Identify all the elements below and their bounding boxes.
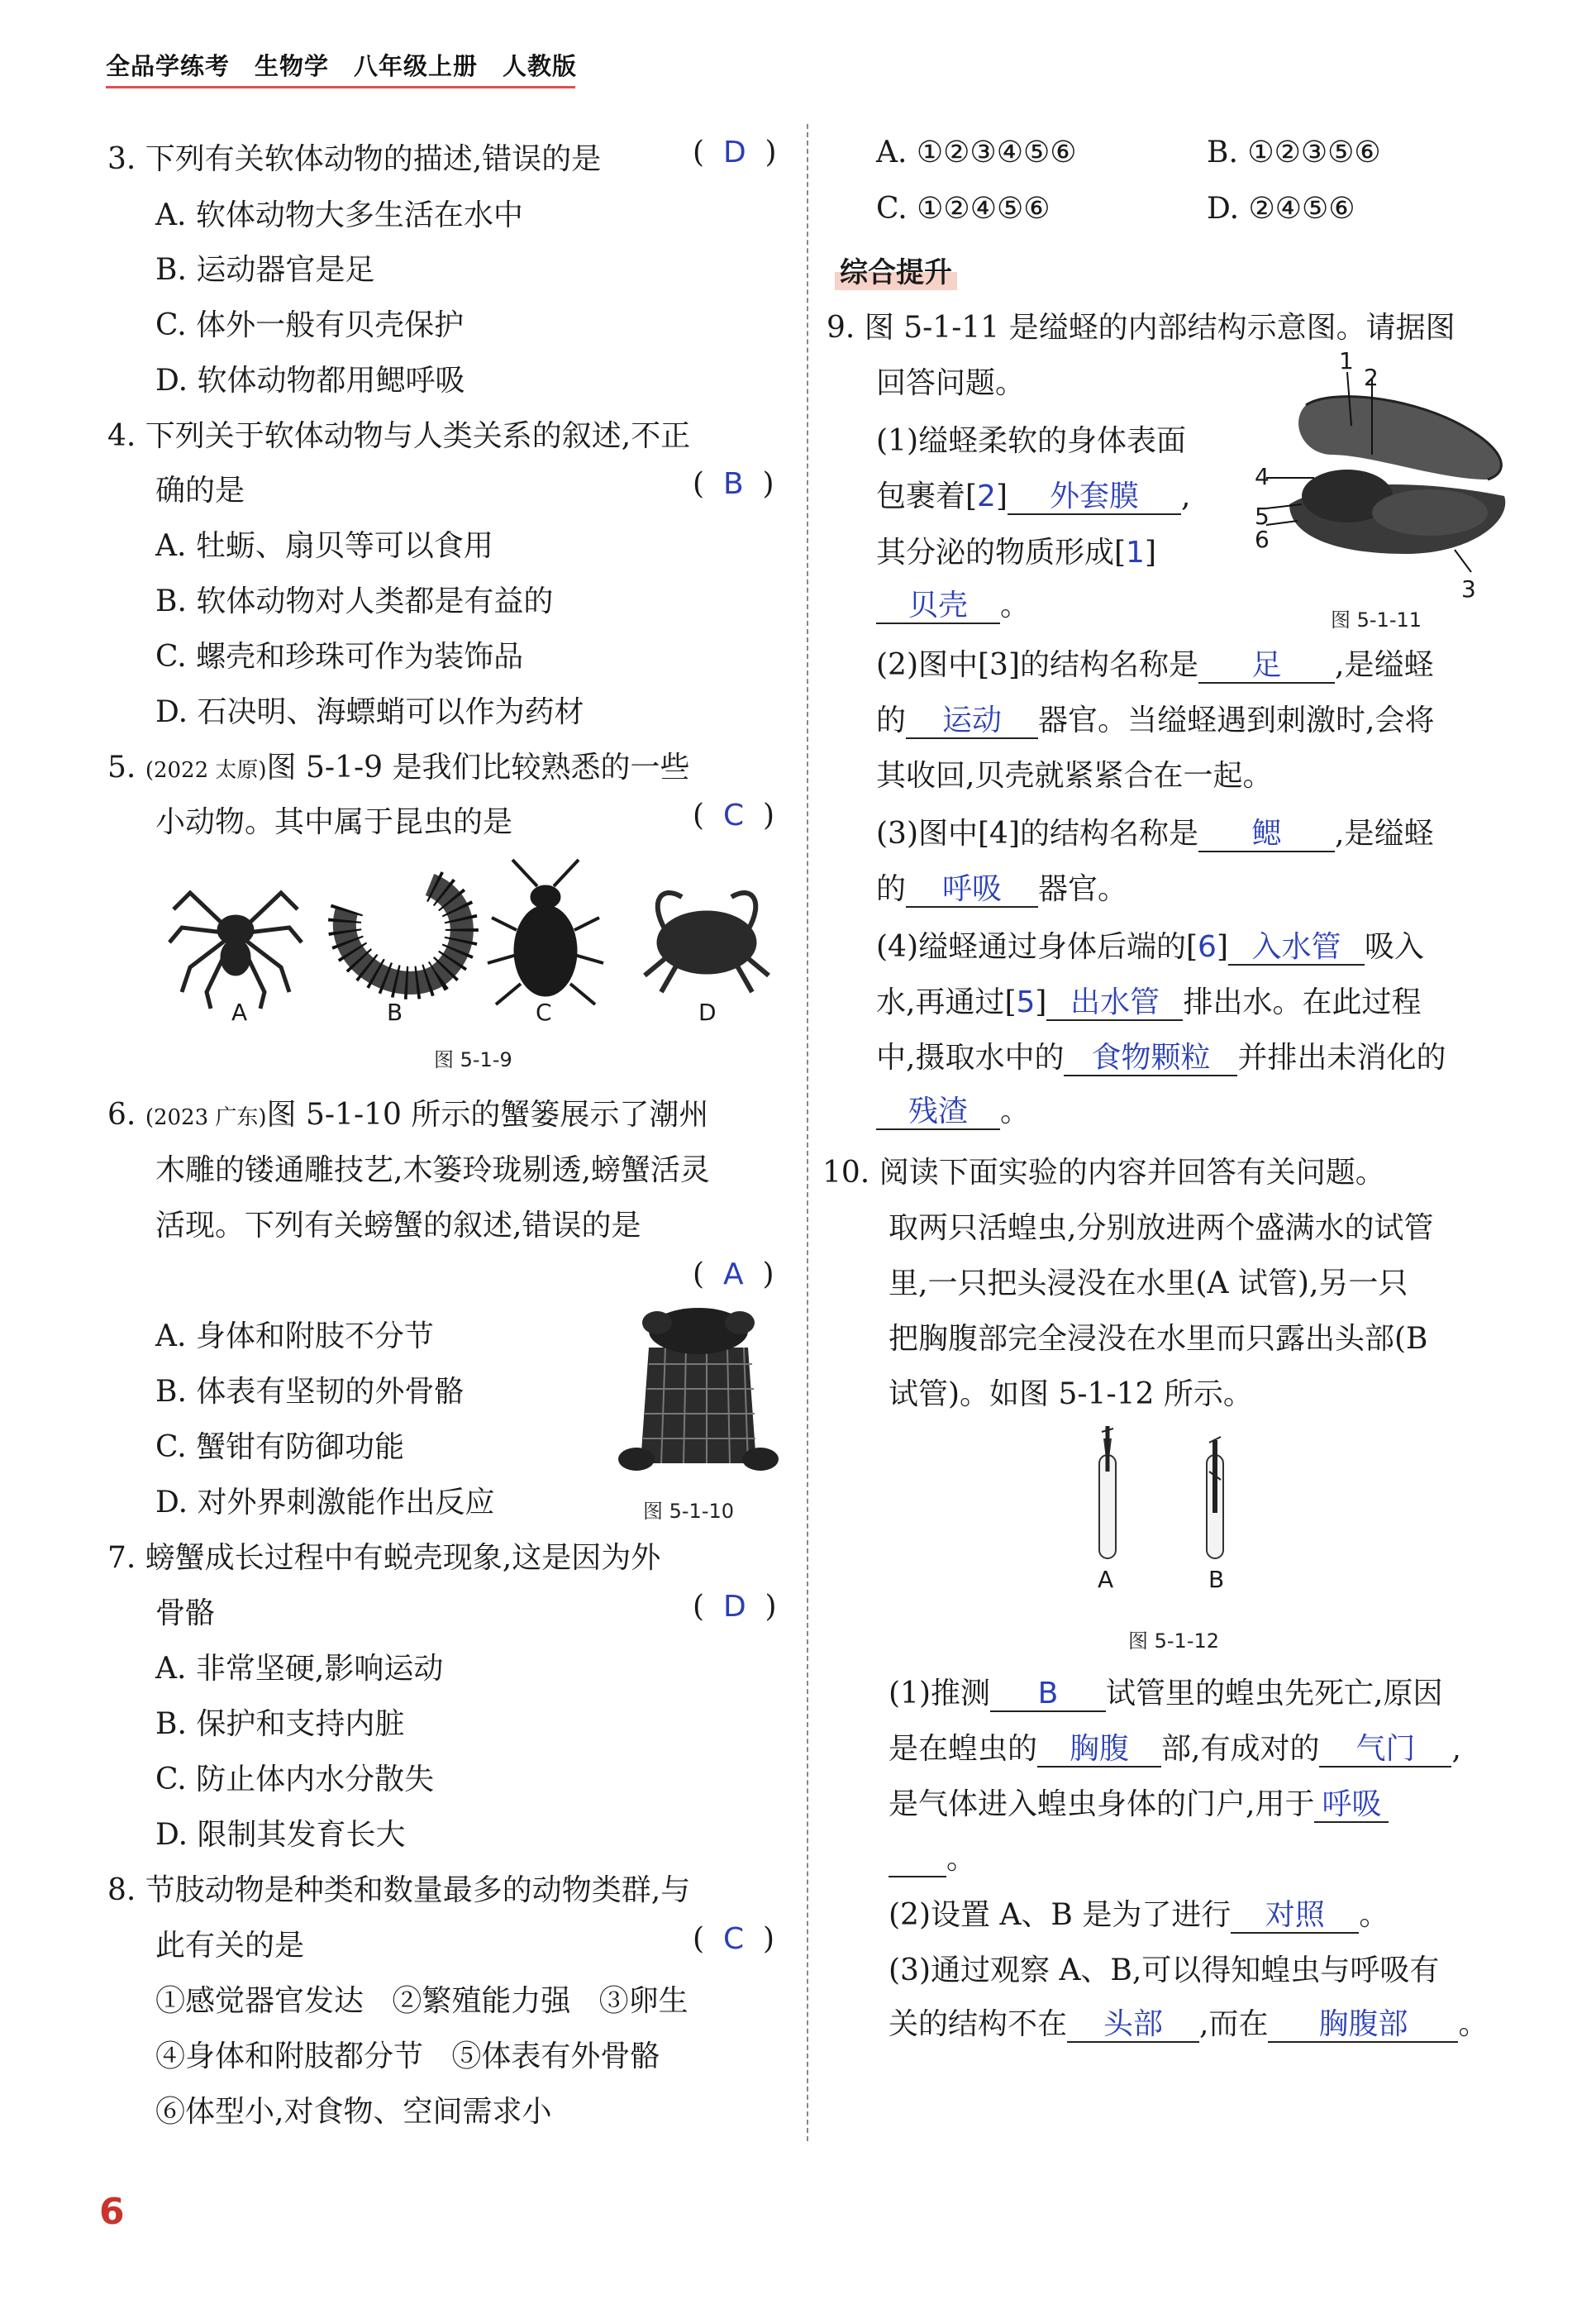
q8-items-2: ④身体和附肢都分节 ⑤体表有外骨骼: [155, 2039, 660, 2073]
fig-5-1-10-caption: 图 5-1-10: [643, 1500, 735, 1523]
figure-5-1-12-test-tubes: [1079, 1422, 1244, 1571]
q3-answer: D: [722, 136, 746, 169]
q7-option-d: D. 限制其发育长大: [155, 1818, 406, 1852]
q6-option-c: C. 蟹钳有防御功能: [155, 1430, 405, 1464]
q9-p4-blank-1: 入水管: [1228, 931, 1365, 966]
q7-option-a: A. 非常坚硬,影响运动: [155, 1652, 444, 1686]
figure-5-1-11-razor-clam: [1256, 355, 1529, 587]
fig-5-1-11-label-4: 4: [1255, 463, 1270, 490]
q10-p1-line-3: [889, 1781, 1389, 1823]
q9-p2-line-2: [876, 697, 1434, 739]
q4-option-c: C. 螺壳和珍珠可作为装饰品: [155, 640, 524, 674]
q10-text-1: 取两只活蝗虫,分别放进两个盛满水的试管: [889, 1211, 1434, 1245]
q4-answer: B: [722, 467, 744, 501]
q10-p1-blank-2: 胸腹: [1037, 1733, 1161, 1768]
q10-p1-text-3: 是在蝗虫的: [889, 1732, 1038, 1766]
q4-option-b: B. 软体动物对人类都是有益的: [155, 584, 554, 618]
q9-p2-line-1: [876, 642, 1433, 684]
q8-option-a: A. ①②③④⑤⑥: [876, 136, 1077, 169]
q9-p4-period: 。: [1000, 1095, 1031, 1128]
fig-5-1-12-caption: 图 5-1-12: [1128, 1629, 1220, 1653]
q10-p1-text-5: 是气体进入蝗虫身体的门户,用于: [889, 1787, 1315, 1821]
q10-p1-blank-4-cont: [889, 1843, 946, 1877]
q9-p4-blank-3: 食物颗粒: [1064, 1042, 1237, 1076]
fig-5-1-9-label-b: B: [387, 999, 403, 1026]
q10-p2-period: 。: [1359, 1898, 1389, 1932]
q10-p3-text: 关的结构不在: [889, 2007, 1068, 2041]
q8-stem-2: 此有关的是: [155, 1929, 305, 1963]
fig-5-1-9-label-a: A: [231, 999, 248, 1026]
q3-option-a: A. 软体动物大多生活在水中: [155, 198, 523, 232]
q10-text-3: 把胸腹部完全浸没在水里而只露出头部(B: [889, 1322, 1428, 1356]
q9-p4-text: (4)缢蛏通过身体后端的[: [876, 930, 1198, 964]
q5-stem-2: 小动物。其中属于昆虫的是: [155, 805, 513, 839]
q9-p1-blank-2: 贝壳: [876, 589, 1000, 624]
q10-p3-period: 。: [1458, 2007, 1489, 2041]
page-number: 6: [99, 2191, 125, 2233]
q9-p3-blank-2: 呼吸: [906, 873, 1038, 908]
q10-p1-text-2: 试管里的蝗虫先死亡,原因: [1106, 1677, 1443, 1710]
q9-p3-text-2: ,是缢蛏: [1335, 817, 1434, 851]
q9-p3-text-4: 器官。: [1038, 872, 1128, 906]
q9-p4-line-3: [876, 1034, 1446, 1076]
subject: 生物学: [255, 52, 330, 80]
q6-number: 6.: [107, 1098, 136, 1132]
q4-option-d: D. 石决明、海螵蛸可以作为药材: [155, 695, 584, 729]
q10-p2-blank: 对照: [1231, 1899, 1359, 1934]
q9-p2-line-3: 其收回,贝壳就紧紧合在一起。: [876, 759, 1273, 793]
fig-5-1-11-label-3: 3: [1461, 575, 1476, 603]
q9-p4-text-5: 中,摄取水中的: [876, 1041, 1065, 1075]
q8-items-1: ①感觉器官发达 ②繁殖能力强 ③卵生: [155, 1984, 688, 2018]
q6-stem-text: 图 5-1-10 所示的蟹篓展示了潮州: [266, 1098, 709, 1132]
q9-p3-text-3: 的: [876, 872, 907, 906]
q9-p3-blank-1: 鳃: [1198, 818, 1335, 852]
q9-p4-blank-2: 出水管: [1046, 986, 1183, 1021]
section-title: 综合提升: [835, 250, 957, 290]
q3-option-d: D. 软体动物都用鳃呼吸: [155, 364, 465, 398]
q9-p1-line-4: [876, 582, 1030, 624]
q9-p1-comma: ,: [1181, 479, 1191, 513]
q6-answer-bracket: ( A ): [693, 1257, 774, 1291]
q3-stem: 3. 下列有关软体动物的描述,错误的是: [107, 142, 602, 176]
fig-5-1-11-caption: 图 5-1-11: [1331, 608, 1422, 632]
test-tube-b: [1207, 1437, 1223, 1558]
fig-5-1-11-label-1: 1: [1339, 347, 1354, 374]
q5-answer-bracket: ( C ): [693, 799, 775, 832]
q4-option-a: A. 牡蛎、扇贝等可以食用: [155, 529, 493, 563]
q10-p1-text-4: 部,有成对的: [1161, 1732, 1320, 1766]
q10-p1-blank-3: 气门: [1319, 1733, 1451, 1768]
q7-option-b: B. 保护和支持内脏: [155, 1707, 405, 1741]
q5-answer: C: [722, 799, 745, 832]
q7-stem-2: 骨骼: [155, 1596, 216, 1630]
q9-stem-1: 9. 图 5-1-11 是缢蛏的内部结构示意图。请据图: [827, 311, 1455, 345]
q9-p4-blank-4: 残渣: [876, 1095, 1000, 1130]
q5-stem-text: 图 5-1-9 是我们比较熟悉的一些: [266, 751, 690, 785]
q9-p4-text-3: 水,再通过[: [876, 985, 1017, 1019]
q8-items-3: ⑥体型小,对食物、空间需求小: [155, 2095, 552, 2129]
q4-stem-1: 4. 下列关于软体动物与人类关系的叙述,不正: [107, 419, 691, 453]
q3-option-c: C. 体外一般有贝壳保护: [155, 308, 465, 342]
q9-p2-blank-2: 运动: [906, 704, 1038, 739]
q4-stem-2: 确的是: [155, 474, 245, 508]
q5-source: (2022 太原): [145, 758, 267, 783]
q9-stem-2: 回答问题。: [876, 366, 1026, 400]
q10-p1-period: 。: [946, 1842, 977, 1876]
q9-p4-line-2: [876, 979, 1421, 1021]
q7-answer-bracket: ( D ): [693, 1590, 777, 1624]
q3-option-b: B. 运动器官是足: [155, 253, 375, 287]
fig-5-1-12-label-b: B: [1208, 1566, 1225, 1593]
q10-p1-comma: ,: [1451, 1732, 1461, 1766]
q9-p1-bracket: ]: [995, 479, 1008, 513]
q6-stem-2: 木雕的镂通雕技艺,木篓玲珑剔透,螃蟹活灵: [155, 1153, 710, 1187]
q10-text-2: 里,一只把头浸没在水里(A 试管),另一只: [889, 1267, 1408, 1300]
q10-p3-text-2: ,而在: [1199, 2007, 1269, 2041]
q8-option-c: C. ①②④⑤⑥: [876, 192, 1051, 226]
q10-p3-blank-1: 头部: [1067, 2008, 1199, 2043]
fig-5-1-9-caption: 图 5-1-9: [434, 1048, 512, 1071]
q9-p4-text-6: 并排出未消化的: [1237, 1041, 1446, 1075]
fig-5-1-9-label-d: D: [698, 999, 717, 1026]
q9-p2-text-4: 器官。当缢蛏遇到刺激时,会将: [1038, 704, 1435, 737]
q10-p1-blank-4: 呼吸: [1314, 1788, 1389, 1823]
q9-p4-line-1: [876, 923, 1424, 966]
q6-source: (2023 广东): [145, 1105, 267, 1130]
q8-answer-bracket: ( C ): [693, 1922, 775, 1956]
q8-stem-1: 8. 节肢动物是种类和数量最多的动物类群,与: [107, 1873, 691, 1907]
q9-p1-blank-1: 外套膜: [1008, 480, 1181, 515]
q9-p4-text-4: 排出水。在此过程: [1183, 985, 1422, 1019]
q9-p1-num-2: 1: [1126, 536, 1145, 570]
q9-p4-text-2: 吸入: [1365, 930, 1425, 964]
q9-p1-num-1: 2: [977, 479, 996, 513]
q9-p2-text-2: ,是缢蛏: [1335, 648, 1434, 682]
edition: 人教版: [503, 52, 578, 80]
q7-option-c: C. 防止体内水分散失: [155, 1763, 435, 1796]
q3-answer-bracket: ( D ): [693, 136, 777, 169]
q9-p1-text-2: 其分泌的物质形成[: [876, 536, 1127, 570]
q4-answer-bracket: ( B ): [693, 467, 774, 501]
q9-p1-line-1: (1)缢蛏柔软的身体表面: [876, 424, 1186, 458]
q9-p1-period: 。: [1000, 589, 1031, 623]
q7-answer: D: [722, 1590, 746, 1624]
q10-p1-text: (1)推测: [889, 1677, 990, 1710]
test-tube-a: [1099, 1426, 1116, 1558]
fig-5-1-12-label-a: A: [1098, 1566, 1114, 1593]
q9-p4-num-1: 6: [1198, 930, 1217, 964]
q10-p1-line-4: [889, 1835, 976, 1877]
q6-answer: A: [722, 1257, 744, 1291]
q10-p2-line: [889, 1892, 1389, 1934]
q5-number: 5.: [107, 751, 136, 785]
q6-option-b: B. 体表有坚韧的外骨骼: [155, 1375, 465, 1409]
fig-5-1-9-label-c: C: [536, 999, 552, 1026]
q7-stem-1: 7. 螃蟹成长过程中有蜕壳现象,这是因为外: [107, 1541, 661, 1575]
q9-p4-line-4: [876, 1088, 1030, 1130]
q9-p2-text-3: 的: [876, 704, 907, 737]
q10-text-4: 试管)。如图 5-1-12 所示。: [889, 1377, 1253, 1411]
q8-option-b: B. ①②③⑤⑥: [1207, 136, 1381, 169]
q10-p2-text: (2)设置 A、B 是为了进行: [889, 1898, 1232, 1932]
book-title: 全品学练考: [106, 52, 231, 80]
q9-p3-text: (3)图中[4]的结构名称是: [876, 817, 1198, 851]
q9-p3-line-1: [876, 810, 1433, 852]
q9-p2-blank-1: 足: [1198, 649, 1335, 684]
grade: 八年级上册: [354, 52, 479, 80]
fig-5-1-11-label-2: 2: [1364, 364, 1379, 391]
q9-p3-line-2: [876, 866, 1127, 908]
fig-5-1-11-label-5: 5: [1255, 503, 1270, 530]
q6-option-a: A. 身体和附肢不分节: [155, 1319, 434, 1353]
q9-p4-bracket-2: ]: [1035, 985, 1047, 1019]
q9-p1-line-2: [876, 473, 1190, 515]
q10-p1-blank-1: B: [990, 1677, 1106, 1712]
q8-option-d: D. ②④⑤⑥: [1207, 192, 1355, 226]
q10-p3-line-1: (3)通过观察 A、B,可以得知蝗虫与呼吸有: [889, 1954, 1440, 1987]
q9-p1-text: 包裹着[: [876, 479, 978, 513]
q9-p2-text: (2)图中[3]的结构名称是: [876, 648, 1198, 682]
q10-stem: 10. 阅读下面实验的内容并回答有关问题。: [822, 1156, 1385, 1190]
q9-p4-num-2: 5: [1016, 985, 1036, 1019]
fig-5-1-11-label-6: 6: [1255, 526, 1270, 553]
q6-option-d: D. 对外界刺激能作出反应: [155, 1486, 495, 1519]
q10-p3-line-2: [889, 2001, 1488, 2043]
q9-p1-bracket-2: ]: [1144, 536, 1156, 570]
q10-p1-line-1: [889, 1670, 1442, 1712]
q10-p3-blank-2: 胸腹部: [1268, 2008, 1458, 2043]
q10-p1-line-2: [889, 1725, 1461, 1768]
q9-p1-line-3: [876, 529, 1156, 571]
q8-answer: C: [722, 1922, 745, 1956]
q6-stem-3: 活现。下列有关螃蟹的叙述,错误的是: [155, 1209, 641, 1243]
q9-p4-bracket: ]: [1216, 930, 1228, 964]
